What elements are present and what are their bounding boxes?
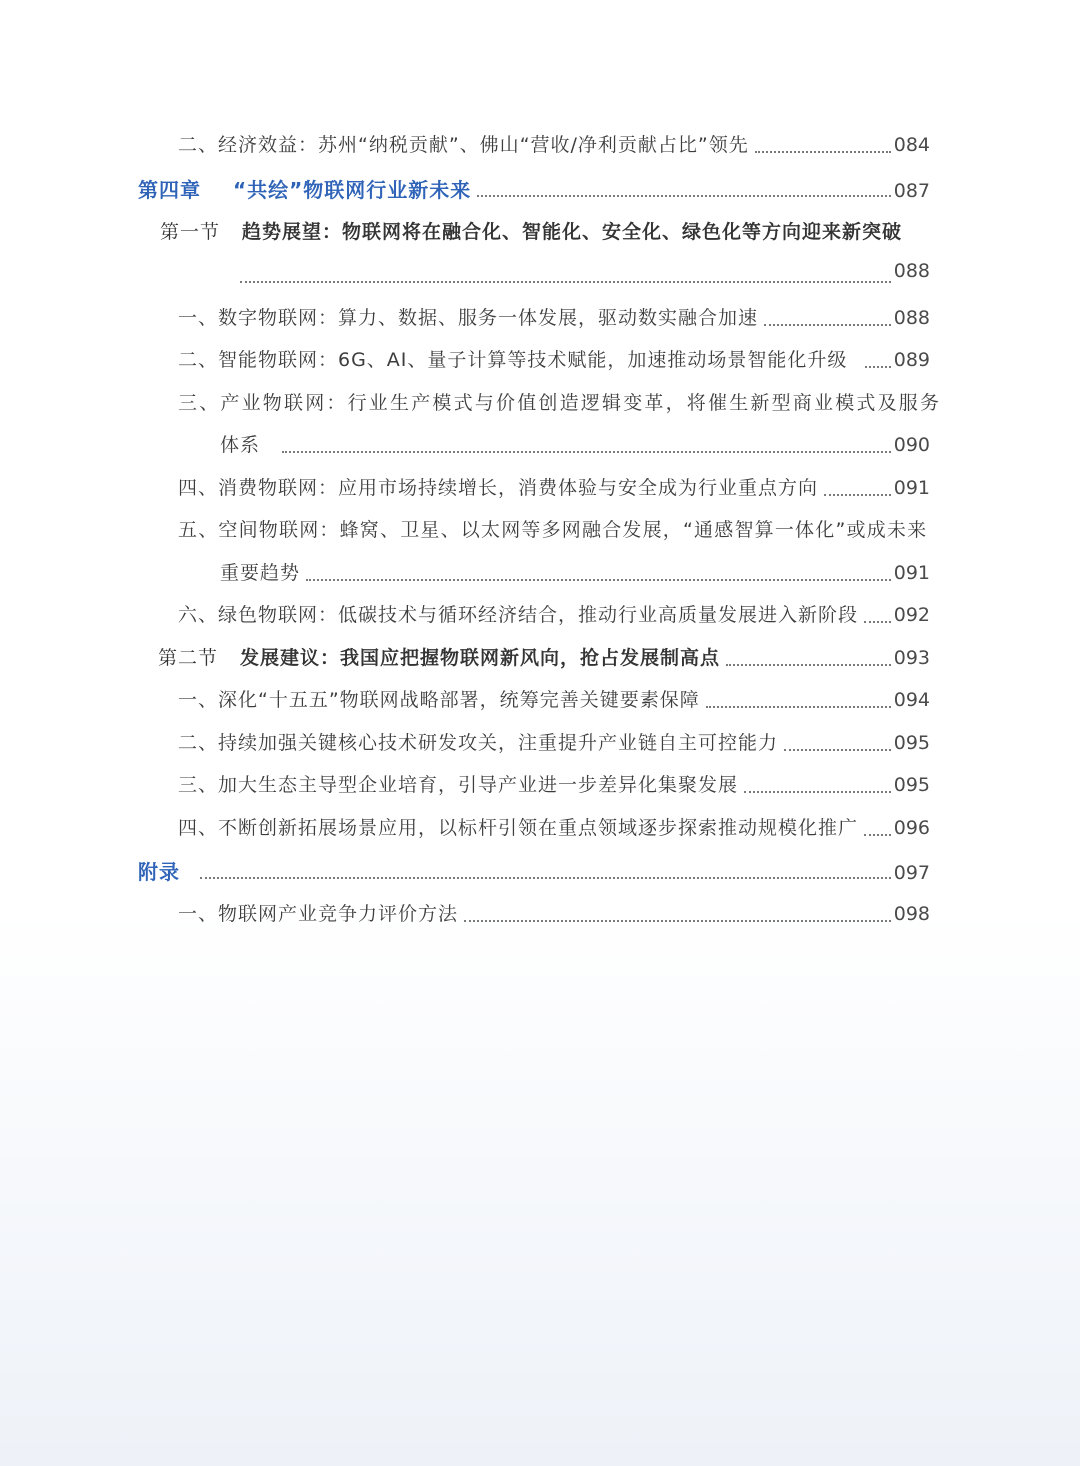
leader-dots: [784, 748, 891, 751]
toc-entry-text: 二、持续加强关键核心技术研发攻关，注重提升产业链自主可控能力: [178, 732, 779, 754]
toc-entry[interactable]: [178, 899, 930, 935]
chapter-title: “共绘”物联网行业新未来: [233, 178, 472, 202]
toc-page-number: 093: [893, 647, 930, 669]
leader-dots: [726, 663, 891, 666]
section-label: 第二节: [158, 647, 219, 669]
toc-entry-text: 一、数字物联网：算力、数据、服务一体发展，驱动数实融合加速: [178, 307, 759, 329]
leader-dots: [464, 919, 891, 922]
section-title: 趋势展望：物联网将在融合化、智能化、安全化、绿色化等方向迎来新突破: [242, 221, 903, 243]
leader-dots: [200, 876, 891, 879]
leader-dots: [864, 833, 891, 836]
toc-entry[interactable]: [178, 388, 942, 424]
toc-page-number: 092: [893, 604, 930, 626]
toc-page-number: 096: [893, 817, 930, 839]
toc-entry-text: 二、经济效益：苏州“纳税贡献”、佛山“营收/净利贡献占比”领先: [178, 134, 749, 156]
toc-page-number: 084: [893, 134, 930, 156]
toc-entry[interactable]: [178, 600, 930, 636]
leader-dots: [755, 150, 891, 153]
toc-page-number: 089: [893, 349, 930, 371]
toc-page-number: 090: [893, 434, 930, 456]
toc-entry-text: 一、物联网产业竞争力评价方法: [178, 903, 459, 925]
toc-entry-text: 六、绿色物联网：低碳技术与循环经济结合，推动行业高质量发展进入新阶段: [178, 604, 859, 626]
toc-entry-text: 体系: [220, 434, 261, 456]
toc-page-number: 091: [893, 477, 930, 499]
toc-entry-continuation[interactable]: [220, 430, 930, 466]
toc-entry[interactable]: [178, 770, 930, 806]
toc-section[interactable]: [158, 643, 930, 679]
toc-page-number: 088: [893, 307, 930, 329]
toc-entry-text: 二、智能物联网：6G、AI、量子计算等技术赋能，加速推动场景智能化升级: [178, 349, 848, 371]
toc-entry[interactable]: [178, 813, 930, 849]
leader-dots: [306, 578, 891, 581]
section-title: 发展建议：我国应把握物联网新风向，抢占发展制高点: [240, 647, 721, 669]
leader-dots: [865, 365, 890, 368]
toc-entry[interactable]: [178, 303, 930, 339]
leader-dots: [764, 323, 891, 326]
toc-page-number: 088: [893, 260, 930, 282]
section-label: 第一节: [160, 221, 221, 243]
leader-dots: [282, 450, 891, 453]
toc-page-number: 091: [893, 562, 930, 584]
appendix-label: 附录: [138, 860, 180, 884]
toc-entry-text: 四、不断创新拓展场景应用，以标杆引领在重点领域逐步探索推动规模化推广: [178, 817, 859, 839]
toc-entry[interactable]: [178, 130, 930, 166]
leader-dots: [240, 280, 891, 283]
toc-entry[interactable]: [178, 345, 930, 381]
toc-section[interactable]: [160, 217, 920, 253]
leader-dots: [744, 790, 891, 793]
toc-entry-text: 三、加大生态主导型企业培育，引导产业进一步差异化集聚发展: [178, 774, 739, 796]
leader-dots: [824, 493, 891, 496]
toc-chapter[interactable]: [138, 174, 930, 210]
chapter-label: 第四章: [138, 178, 201, 202]
toc-page-number: 095: [893, 732, 930, 754]
toc-entry[interactable]: [178, 515, 930, 551]
leader-dots: [477, 194, 890, 197]
toc-entry[interactable]: [178, 685, 930, 721]
toc-entry-text: 三、产业物联网：行业生产模式与价值创造逻辑变革，将催生新型商业模式及服务: [178, 392, 942, 414]
toc-entry-text: 五、空间物联网：蜂窝、卫星、以太网等多网融合发展，“通感智算一体化”或成未来: [178, 519, 928, 541]
toc-page-number: 094: [893, 689, 930, 711]
toc-entry[interactable]: [178, 473, 930, 509]
toc-section-continuation[interactable]: [240, 260, 930, 296]
toc-entry-text: 重要趋势: [220, 562, 301, 584]
leader-dots: [706, 705, 891, 708]
toc-entry-text: 一、深化“十五五”物联网战略部署，统筹完善关键要素保障: [178, 689, 700, 711]
toc-entry-continuation[interactable]: [220, 558, 930, 594]
toc-appendix[interactable]: [138, 856, 930, 892]
toc-page-number: 095: [893, 774, 930, 796]
toc-page-number: 098: [893, 903, 930, 925]
toc-page-number: 087: [893, 180, 930, 202]
toc-entry[interactable]: [178, 728, 930, 764]
toc-page-number: 097: [893, 862, 930, 884]
toc-entry-text: 四、消费物联网：应用市场持续增长，消费体验与安全成为行业重点方向: [178, 477, 819, 499]
leader-dots: [864, 620, 891, 623]
